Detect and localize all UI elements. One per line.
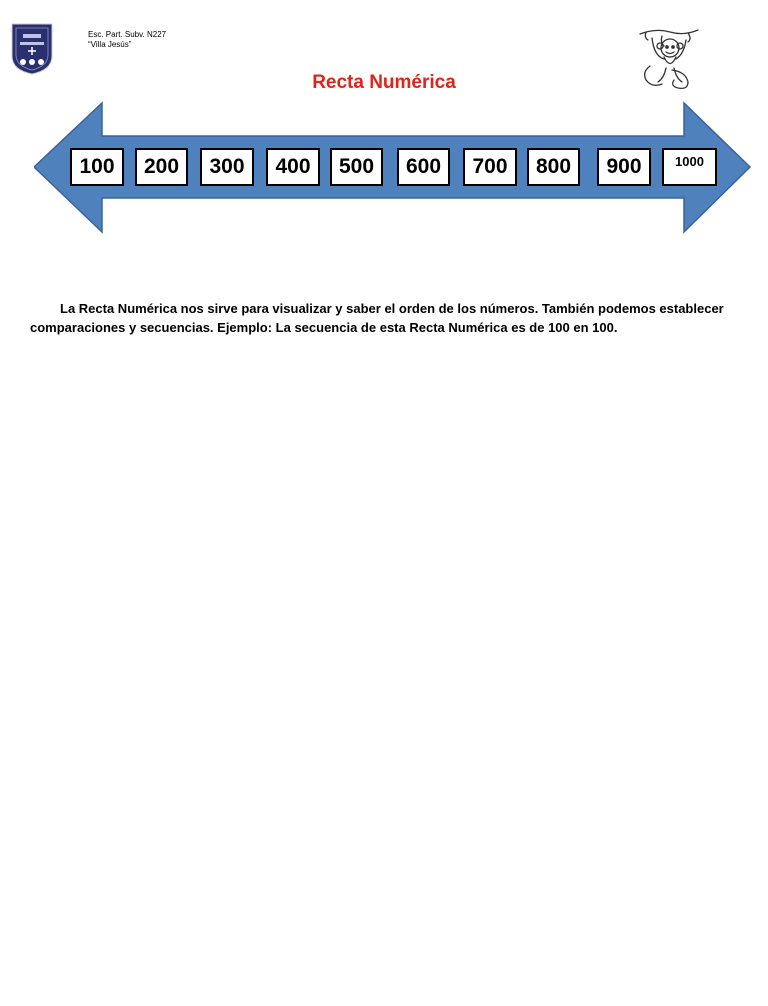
number-box: 800 (527, 148, 580, 186)
number-box: 900 (597, 148, 651, 186)
number-box: 100 (70, 148, 124, 186)
school-subtitle: “Villa Jesús” (88, 40, 132, 49)
school-name: Esc. Part. Subv. N227 (88, 30, 167, 39)
school-crest-icon (10, 22, 54, 76)
number-box: 400 (266, 148, 320, 186)
number-box: 1000 (662, 148, 717, 186)
number-box: 600 (397, 148, 450, 186)
number-box: 200 (135, 148, 188, 186)
number-box: 500 (330, 148, 383, 186)
number-box: 700 (463, 148, 517, 186)
number-box: 300 (200, 148, 254, 186)
school-info (88, 30, 166, 50)
page-title: Recta Numérica (312, 72, 456, 93)
description-text: La Recta Numérica nos sirve para visualizar y saber el orden de los números. También podemos establecer comparaciones y secuencias. Ejemplo: La secuencia de esta Recta Numérica es de 100 en 100. (30, 301, 724, 335)
